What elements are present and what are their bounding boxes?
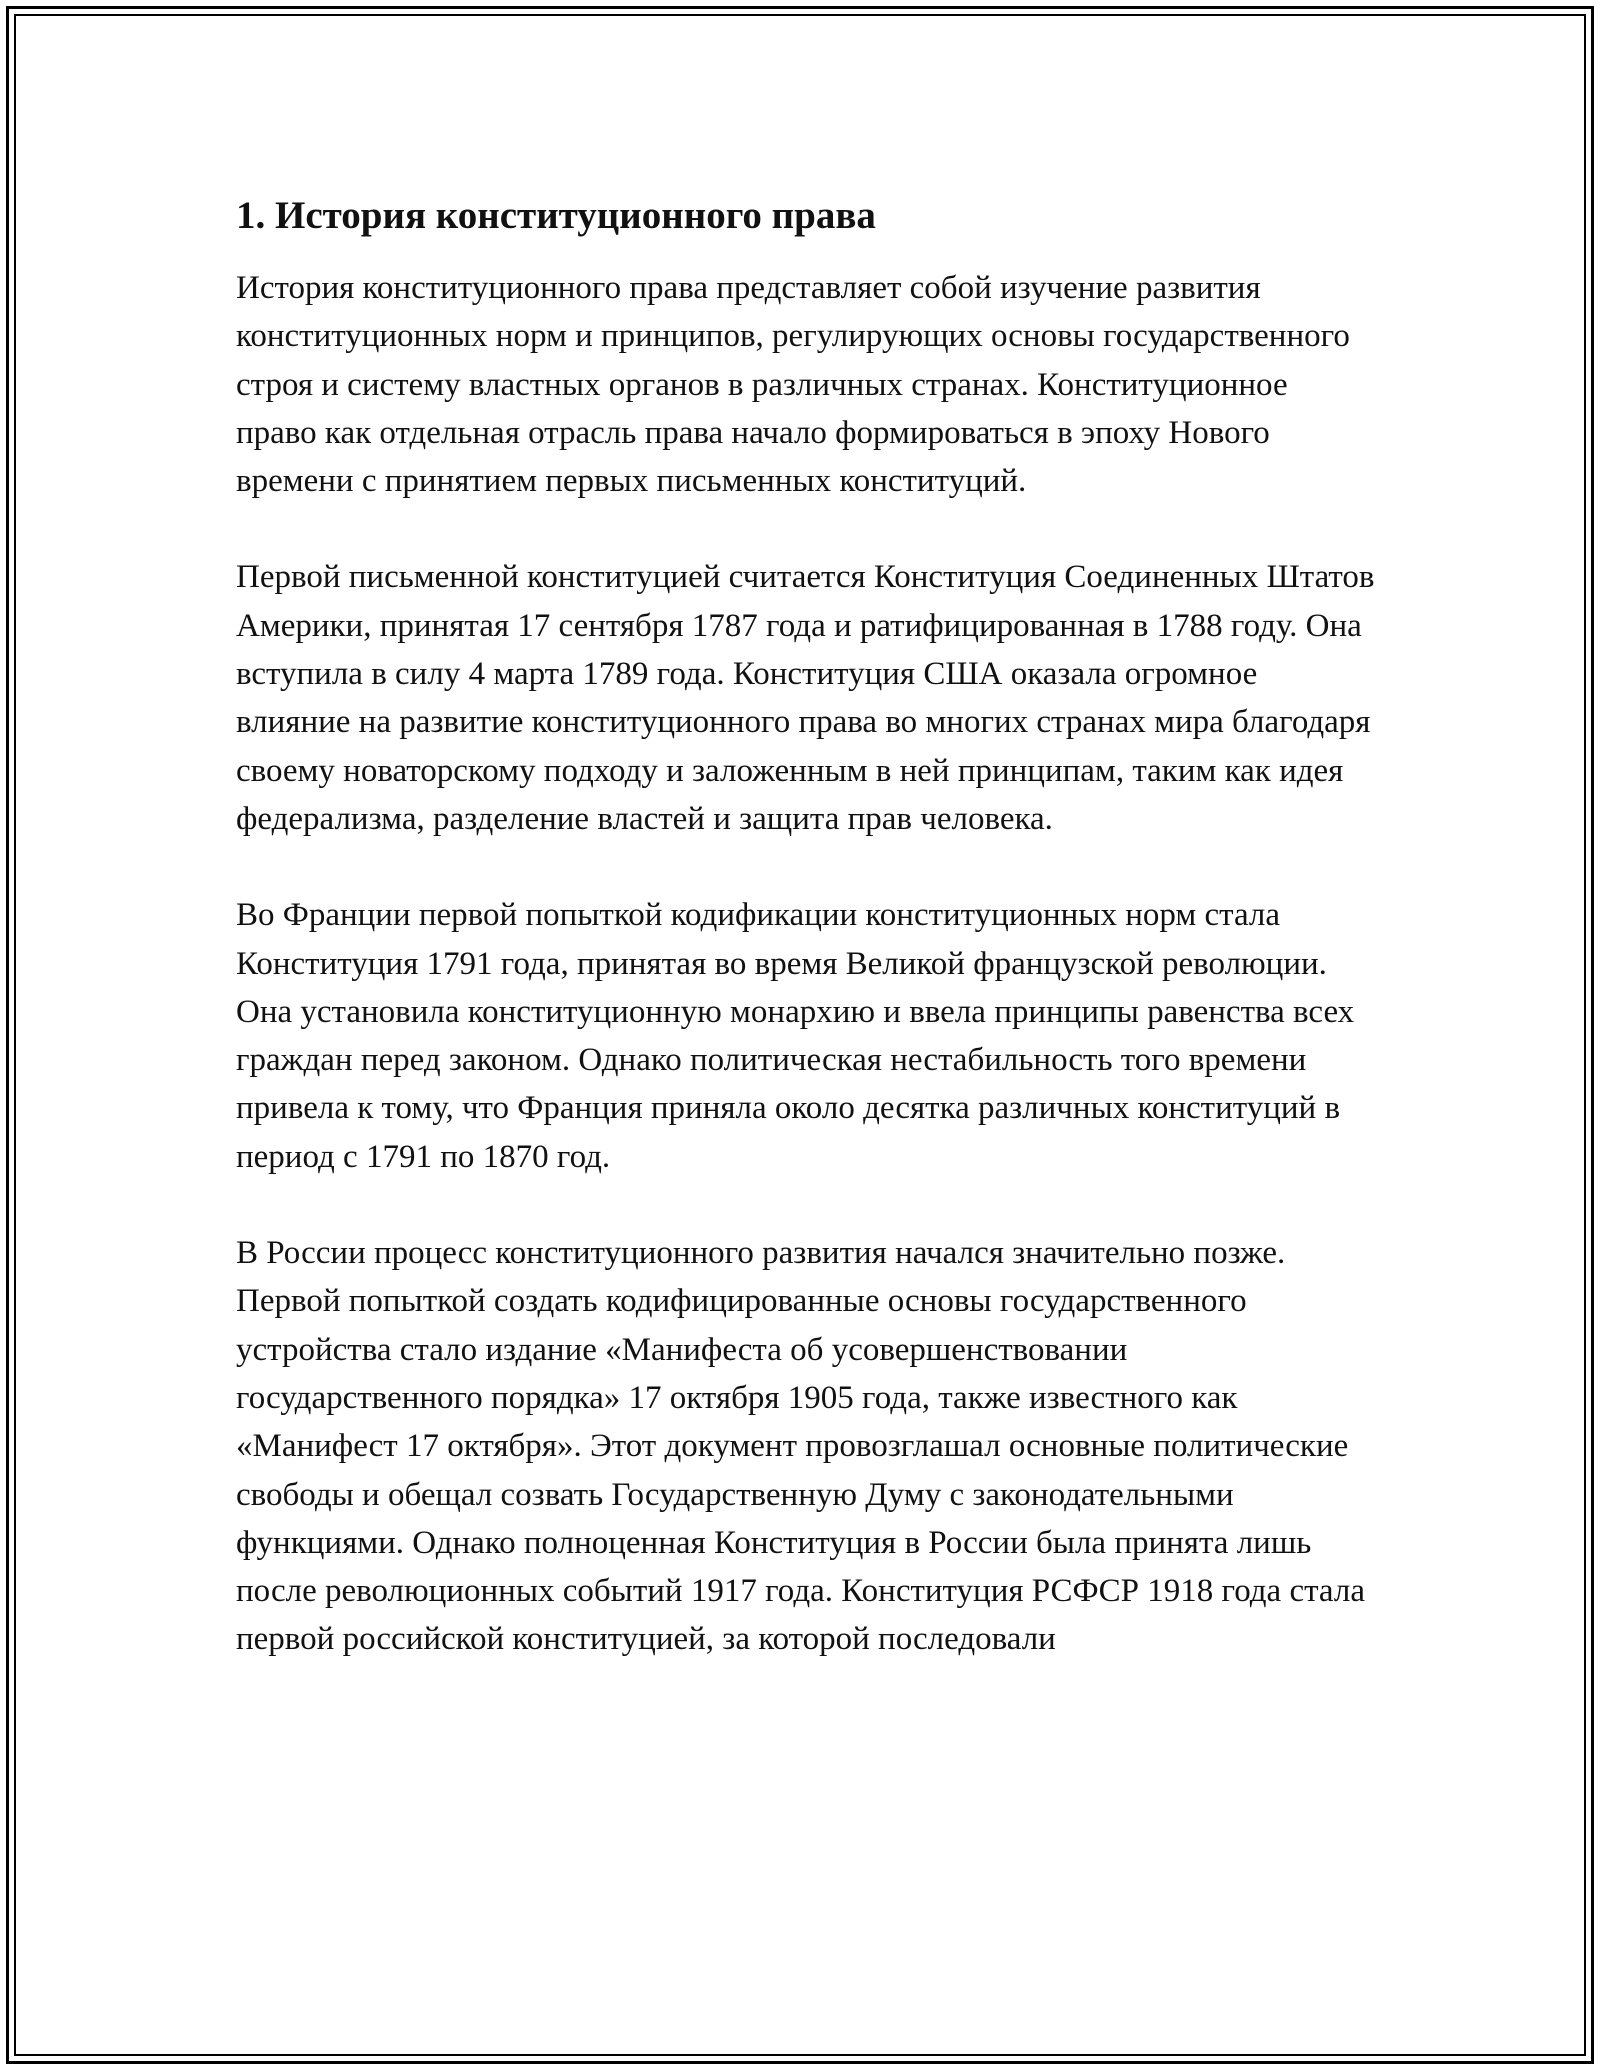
section-heading: 1. История конституционного права: [236, 194, 876, 237]
paragraph-russia: В России процесс конституционного развития начался значительно позже. Первой попыткой создать кодифицированные основы государственного устройства стало издание «Манифеста об усовершенствовании государственного порядка» 17 октября 1905 года, также известного как «Манифест 17 октября». Этот документ провозглашал основные политические свободы и обещал созвать Государственную Думу с законодательными функциями. Однако полноценная Конституция в России была принята лишь после революционных событий 1917 года. Конституция РСФСР 1918 года стала первой российской конституцией, за которой последовали: [236, 1235, 1365, 1658]
document-body: [236, 190, 1376, 1664]
paragraph-intro: История конституционного права представляет собой изучение развития конституционных норм и принципов, регулирующих основы государственного строя и систему властных органов в различных странах. Конституционное право как отдельная отрасль права начало формироваться в эпоху Нового времени с принятием первых письменных конституций.: [236, 270, 1350, 500]
paragraph-france: Во Франции первой попыткой кодификации конституционных норм стала Конституция 1791 года, принятая во время Великой французской революции. Она установила конституционную монархию и ввела принципы равенства всех граждан перед законом. Однако политическая нестабильность того времени привела к тому, что Франция приняла около десятка различных конституций в период с 1791 по 1870 год.: [236, 897, 1355, 1175]
paragraph-usa: Первой письменной конституцией считается Конституция Соединенных Штатов Америки, принятая 17 сентября 1787 года и ратифицированная в 1788 году. Она вступила в силу 4 марта 1789 года. Конституция США оказала огромное влияние на развитие конституционного права во многих странах мира благодаря своему новаторскому подходу и заложенным в ней принципам, таким как идея федерализма, разделение властей и защита прав человека.: [236, 559, 1375, 837]
